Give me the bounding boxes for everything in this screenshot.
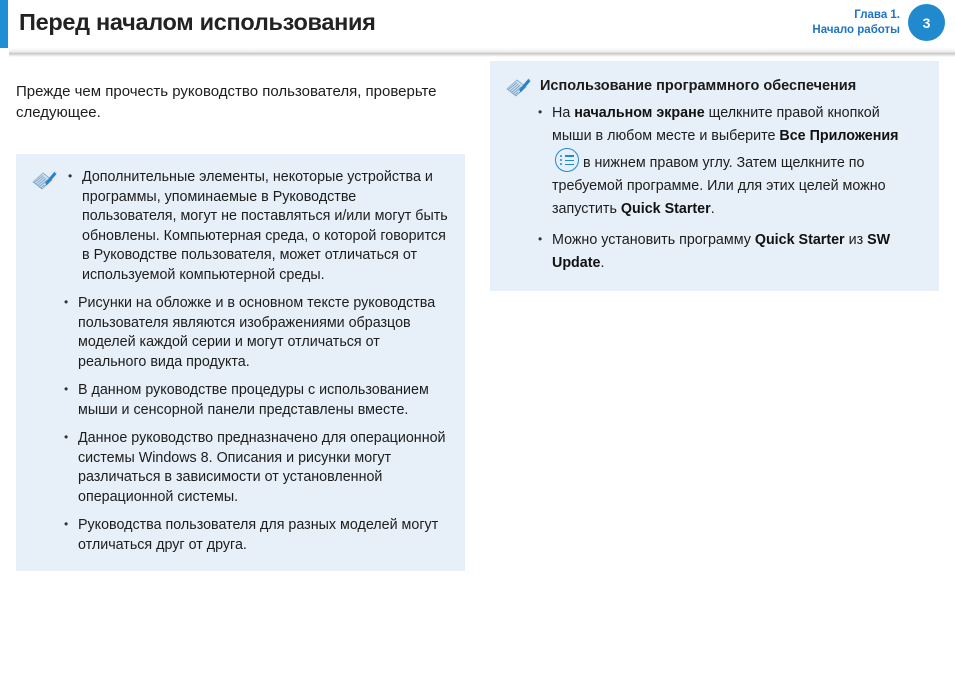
bullet2-text-part2: из	[844, 232, 868, 248]
bullet1-text-part2: щелкните правой кнопкой мыши в любом месте и выберите	[552, 105, 880, 144]
bullet1-bold-quick-starter: Quick Starter	[620, 201, 711, 217]
list-item	[536, 229, 923, 275]
header-accent-bar	[0, 0, 8, 48]
chapter-name: Начало работы	[812, 23, 900, 36]
left-column	[16, 57, 465, 571]
bullet1-text-part3: в нижнем правом углу. Затем щелкните по требуемой программе. Или для этих целей можно запустить	[552, 155, 886, 217]
page-number-badge: 3	[908, 4, 945, 41]
list-item: • Дополнительные элементы, некоторые устройства и программы, упоминаемые в Руководстве пользователя, могут не поставляться и/или могут быть обновлены. Компьютерная среда, о которой говорится в Руководстве пользователя, может отличаться от используемой компьютерной среды.	[66, 168, 449, 285]
note-pencil-icon	[32, 169, 58, 191]
page-header	[0, 0, 955, 48]
note-box-header	[32, 168, 449, 285]
bullet1-text-part1: На	[552, 105, 575, 121]
software-box-bullet-list	[536, 102, 923, 275]
bullet2-bold-quick-starter: Quick Starter	[754, 232, 845, 248]
bullet2-text-part1: Можно установить программу	[552, 232, 755, 248]
header-divider-shadow	[0, 48, 955, 57]
intro-paragraph: Прежде чем прочесть руководство пользователя, проверьте следующее.	[16, 83, 437, 121]
note-box-general	[16, 154, 465, 571]
bullet2-bold-sw-update: SW Update	[552, 232, 891, 271]
list-item: • В данном руководстве процедуры с использованием мыши и сенсорной панели представлены вместе.	[62, 381, 449, 420]
all-apps-list-icon	[555, 148, 579, 172]
list-item: • Руководства пользователя для разных моделей могут отличаться друг от друга.	[62, 516, 449, 555]
bullet1-bold-start-screen: начальном экране	[574, 105, 705, 121]
note-pencil-icon	[506, 76, 532, 98]
header-chapter-group	[812, 4, 945, 41]
list-item: • Данное руководство предназначено для операционной системы Windows 8. Описания и рисунки могут различаться в зависимости от установленной операционной системы.	[62, 429, 449, 507]
list-item: • Рисунки на обложке и в основном тексте руководства пользователя являются изображениями образцов моделей каждой серии и могут отличаться от реального вида продукта.	[62, 294, 449, 372]
note-box-software	[490, 61, 939, 291]
software-box-title: Использование программного обеспечения	[540, 78, 857, 94]
page-title: Перед началом использования	[19, 8, 376, 35]
note-box-bullet-list-rest	[62, 294, 449, 555]
software-box-header	[506, 75, 923, 98]
chapter-label	[812, 8, 900, 38]
bullet1-bold-all-apps: Все Приложения	[779, 128, 899, 144]
list-item	[536, 102, 923, 221]
chapter-number: Глава 1.	[854, 8, 900, 21]
right-column	[490, 57, 939, 291]
bullet1-text-part4: .	[710, 201, 715, 217]
bullet2-text-part3: .	[600, 255, 605, 271]
note-box-bullet-list-first	[66, 168, 449, 285]
page-content	[0, 57, 955, 571]
